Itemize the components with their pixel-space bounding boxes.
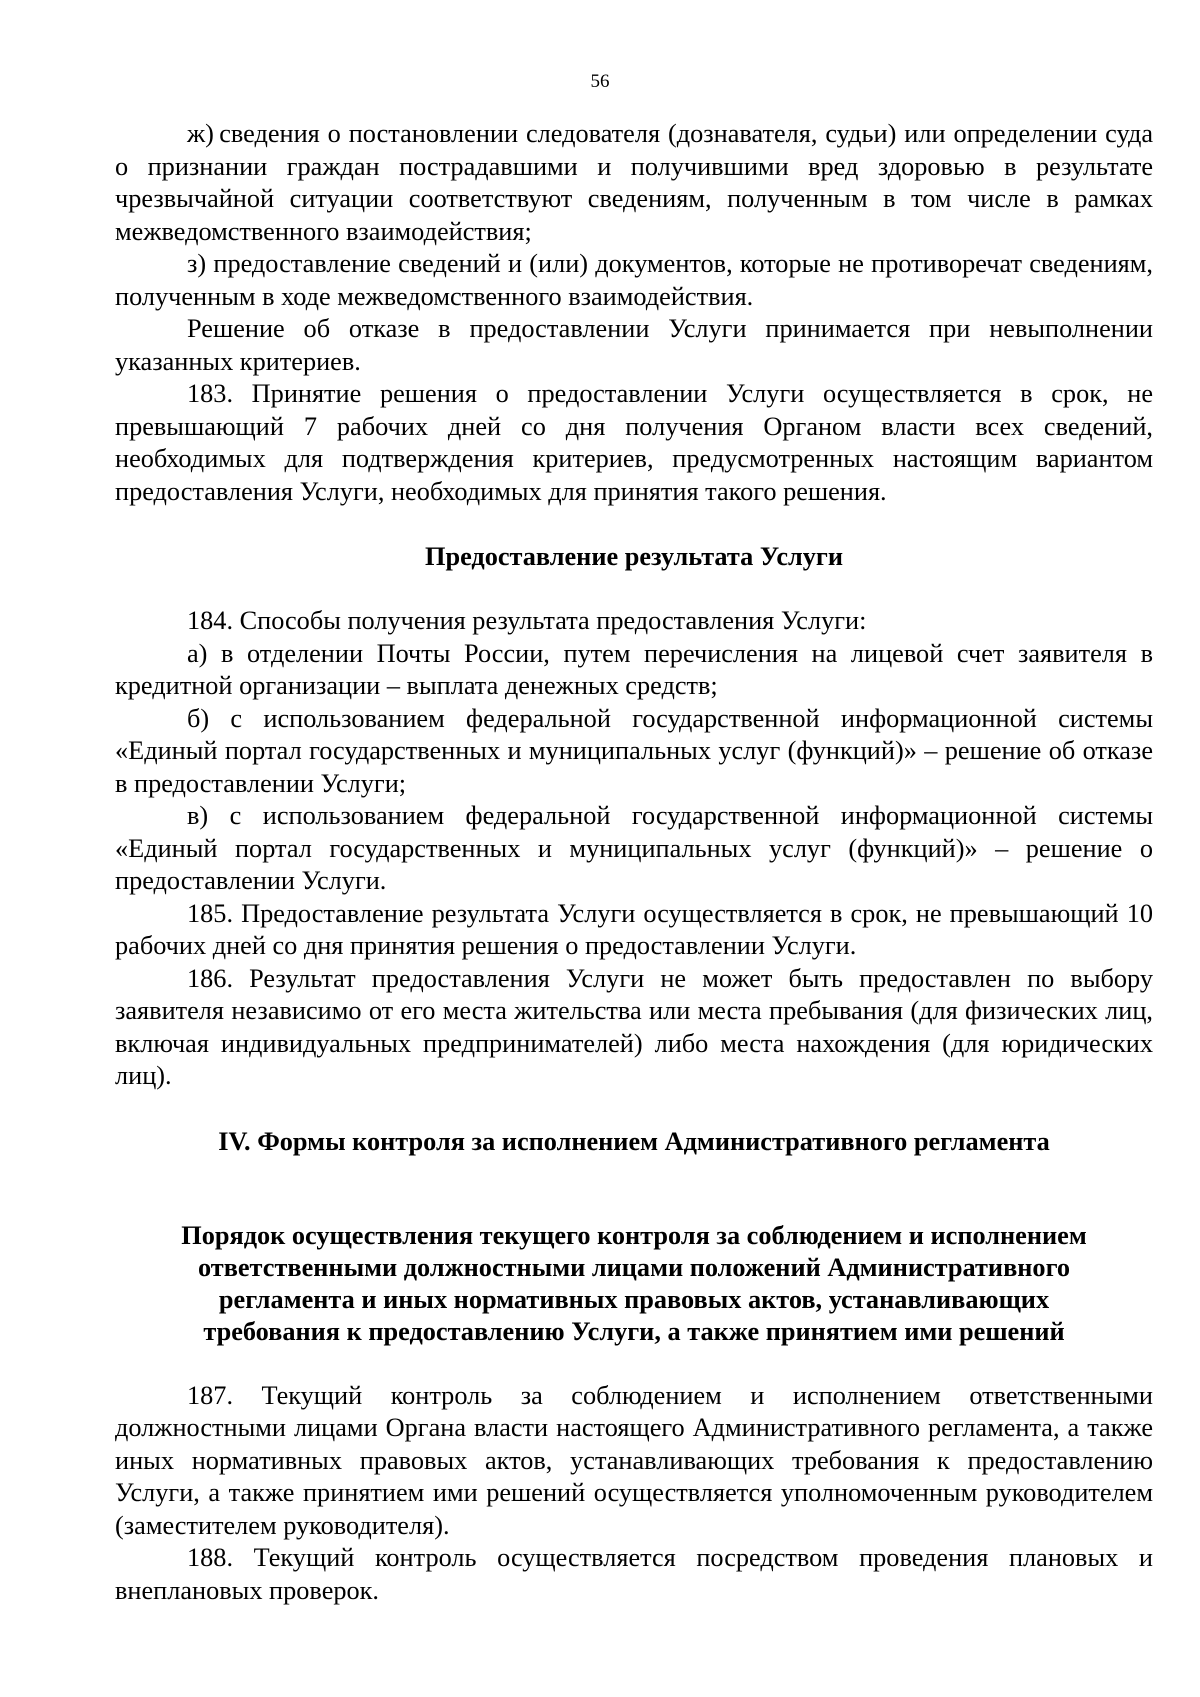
paragraph-184-a: а) в отделении Почты России, путем перечисления на лицевой счет заявителя в кредитной организации – выплата денежных средств; xyxy=(115,638,1153,700)
paragraph-188: 188. Текущий контроль осуществляется посредством проведения плановых и внеплановых проверок. xyxy=(115,1543,1153,1605)
page-content xyxy=(115,118,1153,1607)
paragraph-186: 186. Результат предоставления Услуги не может быть предоставлен по выбору заявителя независимо от его места жительства или места пребывания (для физических лиц, включая индивидуальных предпринимателей) либо места нахождения (для юридических лиц). xyxy=(115,963,1153,1090)
paragraph-183: 183. Принятие решения о предоставлении Услуги осуществляется в срок, не превышающий 7 рабочих дней со дня получения Органом власти всех сведений, необходимых для подтверждения критериев, предусмотренных настоящим вариантом предоставления Услуги, необходимых для принятия такого решения. xyxy=(115,379,1153,506)
paragraph-184: 184. Способы получения результата предоставления Услуги: xyxy=(187,606,867,635)
paragraph-184-b: б) с использованием федеральной государственной информационной системы «Единый портал государственных и муниципальных услуг (функций)» – решение об отказе в предоставлении Услуги; xyxy=(115,703,1153,798)
page-number: 56 xyxy=(590,71,610,92)
heading-line: Порядок осуществления текущего контроля за соблюдением и исполнением xyxy=(181,1220,1087,1250)
heading-service-result: Предоставление результата Услуги xyxy=(424,542,843,571)
heading-line: регламента и иных нормативных правовых актов, устанавливающих xyxy=(218,1284,1050,1314)
paragraph-184-v: в) с использованием федеральной государственной информационной системы «Единый портал государственных и муниципальных услуг (функций)» – решение о предоставлении Услуги. xyxy=(115,801,1153,895)
paragraph-refusal-decision: Решение об отказе в предоставлении Услуги принимается при невыполнении указанных критериев. xyxy=(115,314,1153,376)
heading-current-control xyxy=(115,1220,1153,1348)
heading-line: ответственными должностными лицами положений Административного xyxy=(197,1252,1071,1282)
paragraph-zh: ж) сведения о постановлении следователя (дознавателя, судьи) или определении суда о признании граждан пострадавшими и получившими вред здоровью в результате чрезвычайной ситуации соответствуют сведениям, полученным в том числе в рамках межведомственного взаимодействия; xyxy=(115,119,1153,246)
heading-line: требования к предоставлению Услуги, а также принятием ими решений xyxy=(203,1316,1065,1346)
heading-section-iv: IV. Формы контроля за исполнением Административного регламента xyxy=(218,1126,1050,1156)
paragraph-187: 187. Текущий контроль за соблюдением и исполнением ответственными должностными лицами Органа власти настоящего Административного регламента, а также иных нормативных правовых актов, устанавливающих требования к предоставлению Услуги, а также принятием ими решений осуществляется уполномоченным руководителем (заместителем руководителя). xyxy=(115,1380,1153,1540)
paragraph-z: з) предоставление сведений и (или) документов, которые не противоречат сведениям, полученным в ходе межведомственного взаимодействия. xyxy=(115,249,1153,311)
paragraph-185: 185. Предоставление результата Услуги осуществляется в срок, не превышающий 10 рабочих дней со дня принятия решения о предоставлении Услуги. xyxy=(115,898,1153,960)
